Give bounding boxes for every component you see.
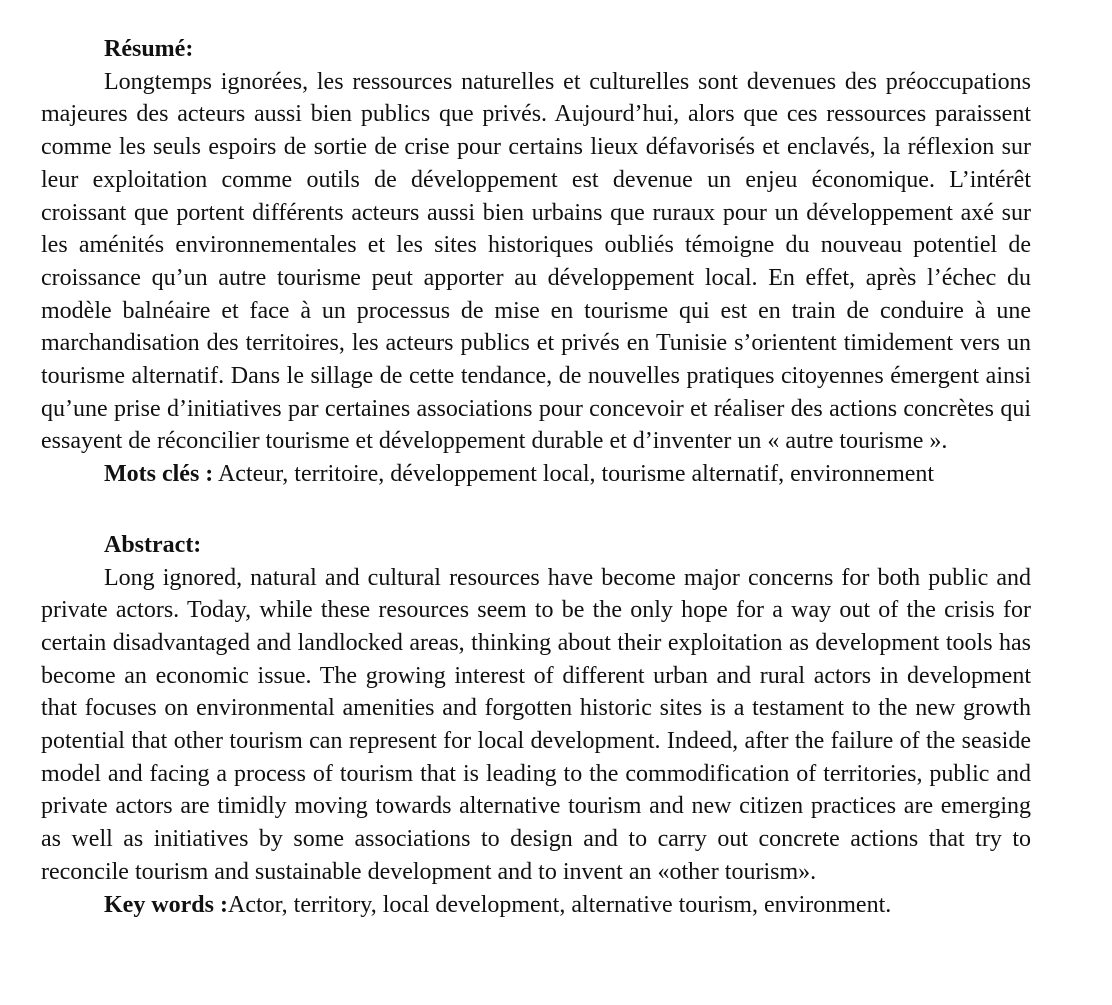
resume-keywords: [41, 458, 1031, 491]
abstract-keywords: [41, 889, 1031, 922]
section-spacer: [41, 491, 1031, 529]
abstract-keywords-text: Actor, territory, local development, alternative tourism, environment.: [227, 891, 892, 918]
abstract-section: [41, 529, 1031, 921]
resume-keywords-label: Mots clés :: [104, 461, 214, 488]
abstract-keywords-label: Key words :: [104, 891, 228, 918]
abstract-heading: Abstract:: [104, 531, 202, 558]
resume-heading: Résumé:: [104, 36, 194, 62]
abstract-body: Long ignored, natural and cultural resources have become major concerns for both public and private actors. Today, while these resources seem to be the only hope for a way out of the crisis for certain disadvantaged and landlocked areas, thinking about their exploitation as development tools has become an economic issue. The growing interest of different urban and rural actors in development that focuses on environmental amenities and forgotten historic sites is a testament to the new growth potential that other tourism can represent for local development. Indeed, after the failure of the seaside model and facing a process of tourism that is leading to the commodification of territories, public and private actors are timidly moving towards alternative tourism and new citizen practices are emerging as well as initiatives by some associations to design and to carry out concrete actions that try to reconcile tourism and sustainable development and to invent an «other tourism».: [41, 564, 1031, 885]
resume-keywords-text: Acteur, territoire, développement local, tourisme alternatif, environnement: [213, 461, 935, 488]
resume-section: [41, 33, 1031, 491]
resume-body: Longtemps ignorées, les ressources naturelles et culturelles sont devenues des préoccupations majeures des acteurs aussi bien publics que privés. Aujourd’hui, alors que ces ressources paraissent comme les seuls espoirs de sortie de crise pour certains lieux défavorisés et enclavés, la réflexion sur leur exploitation comme outils de développement est devenue un enjeu économique. L’intérêt croissant que portent différents acteurs aussi bien urbains que ruraux pour un développement axé sur les aménités environnementales et les sites historiques oubliés témoigne du nouveau potentiel de croissance qu’un autre tourisme peut apporter au développement local. En effet, après l’échec du modèle balnéaire et face à un processus de mise en tourisme qui est en train de conduire à une marchandisation des territoires, les acteurs publics et privés en Tunisie s’orientent timidement vers un tourisme alternatif. Dans le sillage de cette tendance, de nouvelles pratiques citoyennes émergent ainsi qu’une prise d’initiatives par certaines associations pour concevoir et réaliser des actions concrètes qui essayent de réconcilier tourisme et développement durable et d’inventer un « autre tourisme ».: [41, 68, 1031, 455]
